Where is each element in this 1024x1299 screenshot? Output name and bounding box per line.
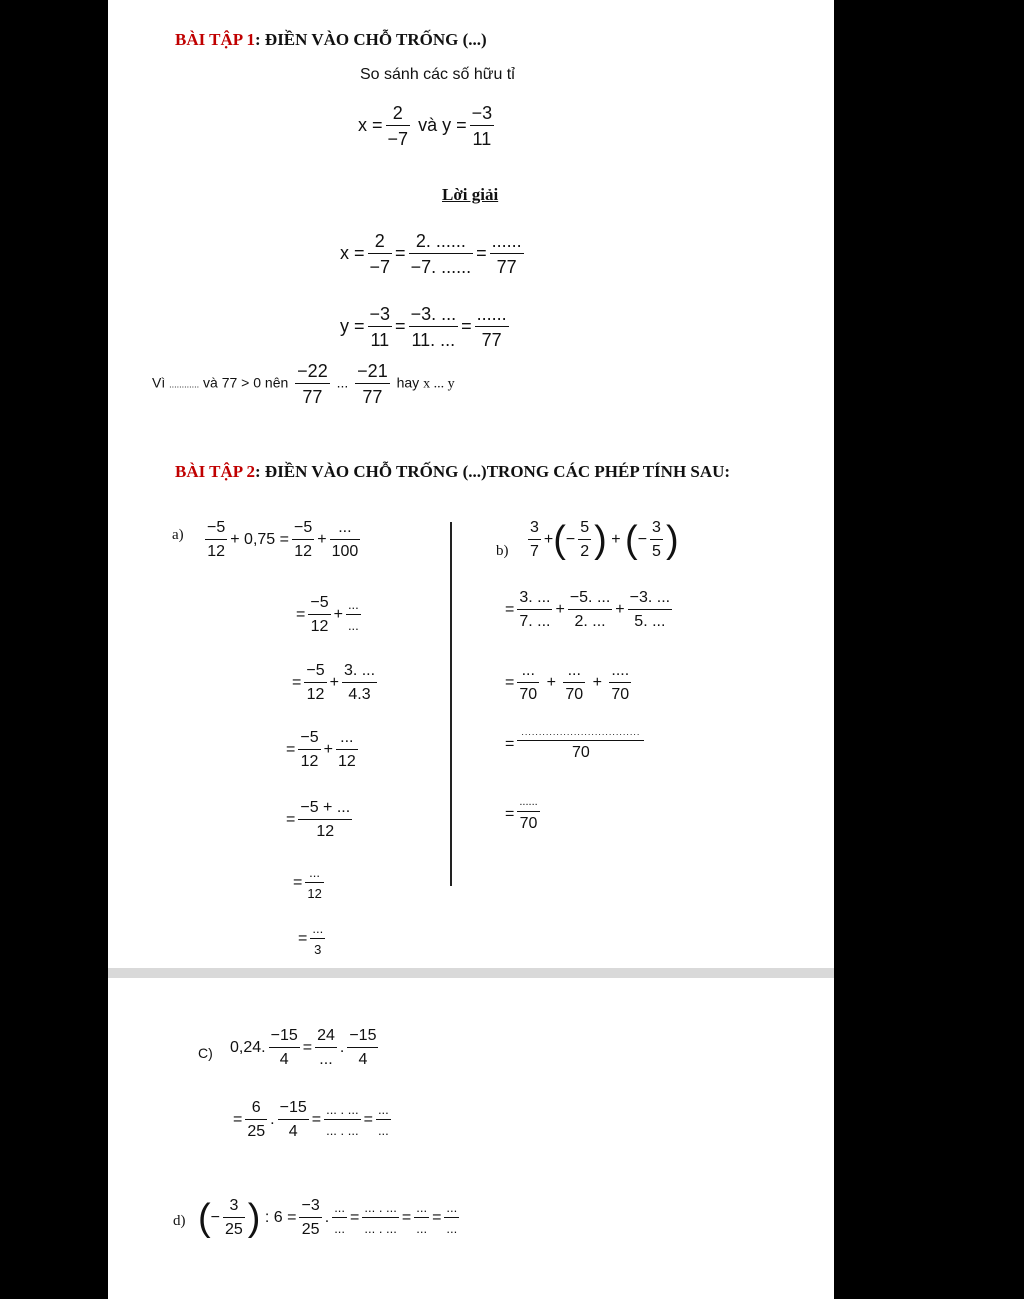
paren-open: ( [625,519,638,561]
c-prefix: 0,24. [230,1039,266,1057]
frac-num: 3 [528,520,541,540]
b-line-1: $\frac{3}{7}$ +(− $\frac{5}{2}$ ) + (− $\frac{3}{5}$ ) [530,519,679,561]
a-line-1: $\frac{-5}{12}$ + 0,75 = $\frac{-5}{12}$ + $\frac{...}{100}$ [207,519,359,560]
frac-num: 3 [223,1198,245,1218]
frac-num: ... [310,922,325,939]
because-mid: và 77 > 0 nên [203,374,289,391]
a-line-5: = $\frac{-5 + ...}{12}$ [286,799,351,840]
frac-num: −5 [304,663,326,683]
frac-num: ... [346,598,361,615]
part-c-label: C) [198,1045,213,1061]
given-x-den: −7 [387,129,409,149]
frac-den: 25 [301,1221,320,1238]
frac-num: ... [517,663,539,683]
frac-num: ... [563,663,585,683]
frac-den: 11. ... [411,330,456,350]
b-line-5: = $\frac{......}{70}$ [505,796,538,832]
frac-den: 77 [496,257,517,277]
frac-num: −5 [292,520,314,540]
frac-num: 2 [368,232,393,254]
frac-den: 2. ... [574,613,606,630]
frac-num: −5 [298,730,320,750]
frac-den: 7. ... [519,613,551,630]
frac-den: 70 [565,686,584,703]
frac-num: ... . ... [324,1103,361,1120]
frac-den: 4 [358,1051,368,1068]
frac-den: 3 [314,942,322,957]
frac-num: −15 [278,1100,309,1120]
frac-num: 3. ... [342,663,377,683]
page-bottom [108,978,834,1299]
frac-num: −15 [347,1028,378,1048]
frac-num: ...... [475,305,509,327]
frac-den: 77 [302,387,323,407]
frac-den: ... [446,1221,458,1236]
ex2-heading [175,462,730,482]
frac-den: 25 [247,1123,266,1140]
because-compare: ... [336,374,349,391]
frac-den: 25 [225,1221,243,1238]
frac-num: 3. ... [517,590,552,610]
paren-close: ) [665,519,679,561]
frac-num: ... [444,1201,459,1218]
frac-den: −7 [369,257,391,277]
ex1-line-x: x = $\frac{2}{-7}$ = $\frac{2. ......}{-7. ......}$ = $\frac{......}{77}$ [340,231,522,277]
paren-open: ( [553,519,566,561]
frac-den: ... [377,1123,389,1138]
frac-den: 5 [652,543,661,560]
ex1-because [152,362,455,406]
frac-num: 3 [650,520,663,540]
frac-den: 100 [331,543,359,560]
frac-den: ... [334,1221,346,1236]
frac-den: 12 [316,823,335,840]
frac-den: 70 [519,815,538,832]
frac-num: ... [414,1201,429,1218]
b-line-4: = $\frac{..................................}{70}$ [505,728,647,761]
given-y-den: 11 [472,129,492,149]
ex1-line-y: y = $\frac{-3}{11}$ = $\frac{-3. ...}{11. ...}$ = $\frac{......}{77}$ [340,304,507,350]
frac-den: 77 [362,387,383,407]
frac-den: 77 [481,330,502,350]
a-op: + 0,75 = [230,531,289,549]
frac-num: −3. ... [409,305,459,327]
frac-num: ... [305,866,323,883]
frac-den: 70 [519,686,538,703]
frac-den: 4 [288,1123,298,1140]
frac-num: ... [330,520,361,540]
solution-label: Lời giải [442,185,499,204]
ex2-number: BÀI TẬP 2 [175,462,255,481]
a-line-4: = $\frac{-5}{12}$ + $\frac{...}{12}$ [286,729,356,770]
frac-den: 2 [580,543,590,560]
ex1-subtitle: So sánh các số hữu tỉ [360,66,515,83]
frac-den: 5. ... [634,613,666,630]
frac-den: 12 [294,543,312,560]
given-x-num: 2 [386,104,411,126]
page-separator [108,968,834,978]
frac-num: ... [376,1103,391,1120]
frac-num: −15 [269,1028,300,1048]
because-blank: ............ [169,379,200,390]
frac-den: ... . ... [326,1123,359,1138]
ex1-title: : ĐIỀN VÀO CHỖ TRỐNG (...) [255,30,487,49]
frac-den: 70 [571,744,590,761]
frac-den: 12 [306,686,325,703]
a-line-6: = $\frac{...}{12}$ [293,865,322,901]
ex1-number: BÀI TẬP 1 [175,30,255,49]
part-a-label: a) [172,527,184,543]
ex1-given: x = $\frac{2}{-7}$ và y = $\frac{-3}{11}$ [358,103,493,149]
paren-open: ( [198,1197,211,1239]
because-tail: x ... y [423,376,455,392]
frac-num: −3 [299,1198,321,1218]
given-y-num: −3 [470,104,495,126]
frac-num: .... [609,663,631,683]
part-d-label: d) [173,1213,186,1229]
c-line-2: = $\frac{6}{25}$ . $\frac{-15}{4}$ = $\frac{... . ...}{... . ...}$ = $\frac{...}{...}$ [233,1099,389,1140]
frac-num: 5 [578,520,591,540]
frac-den: 70 [611,686,630,703]
frac-num: 2. ...... [409,232,474,254]
frac-num: −5 + ... [298,800,352,820]
paren-close: ) [594,519,607,561]
frac-num: 6 [245,1100,267,1120]
frac-num: −3 [368,305,393,327]
frac-den: ... [347,618,359,633]
frac-num: −22 [295,362,330,384]
frac-den: ... [319,1051,333,1068]
frac-den: 12 [300,753,319,770]
a-line-3: = $\frac{-5}{12}$ + $\frac{3. ...}{4.3}$ [292,662,376,703]
frac-den: ... . ... [364,1221,397,1236]
frac-num: ... . ... [362,1201,399,1218]
ex1-heading [175,30,487,50]
because-hay: hay [396,374,420,391]
d-line-1: (− $\frac{3}{25}$ ) : 6 = $\frac{-3}{25}$ . $\frac{...}{...}$ = $\frac{... . ...}{... . ...}$ = $\frac{...}{...}$ = $\frac{...}{...}$ [198,1197,458,1239]
frac-num: ... [332,1201,347,1218]
a-line-7: = $\frac{...}{3}$ [298,921,324,957]
frac-den: 11 [370,330,390,350]
frac-den: 12 [307,886,322,901]
frac-den: 12 [207,543,226,560]
frac-num: ...... [517,797,539,812]
frac-num: 24 [315,1028,337,1048]
frac-den: ... [416,1221,428,1236]
frac-num: −5. ... [568,590,612,610]
b-line-2: = $\frac{3. ...}{7. ...}$ + $\frac{-5. ...}{2. ...}$ + $\frac{-3. ...}{5. ...}$ [505,589,671,630]
frac-num: .................................. [517,728,644,741]
frac-den: 12 [337,753,356,770]
part-b-label: b) [496,543,509,559]
c-line-1: 0,24. $\frac{-15}{4}$ = $\frac{24}{...}$ . $\frac{-15}{4}$ [230,1027,377,1068]
ex2-title: : ĐIỀN VÀO CHỖ TRỐNG (...)TRONG CÁC PHÉP TÍNH SAU: [255,462,731,481]
frac-den: 7 [530,543,539,560]
frac-den: 4.3 [348,686,371,703]
frac-num: ...... [490,232,524,254]
because-vi: Vì [152,374,166,391]
a-line-2: = $\frac{-5}{12}$ + $\frac{...}{...}$ [296,594,359,635]
frac-den: 12 [310,618,329,635]
b-line-3: = $\frac{...}{70}$ + $\frac{...}{70}$ + $\frac{....}{70}$ [505,662,630,703]
d-div: : 6 = [264,1209,297,1227]
frac-num: −5 [308,595,330,615]
frac-den: −7. ...... [410,257,472,277]
paren-close: ) [247,1197,261,1239]
column-divider [450,522,452,886]
given-conj: và [418,114,438,135]
frac-num: −21 [355,362,390,384]
frac-num: ... [336,730,358,750]
frac-num: −3. ... [628,590,672,610]
frac-den: 4 [279,1051,289,1068]
frac-num: −5 [205,520,227,540]
